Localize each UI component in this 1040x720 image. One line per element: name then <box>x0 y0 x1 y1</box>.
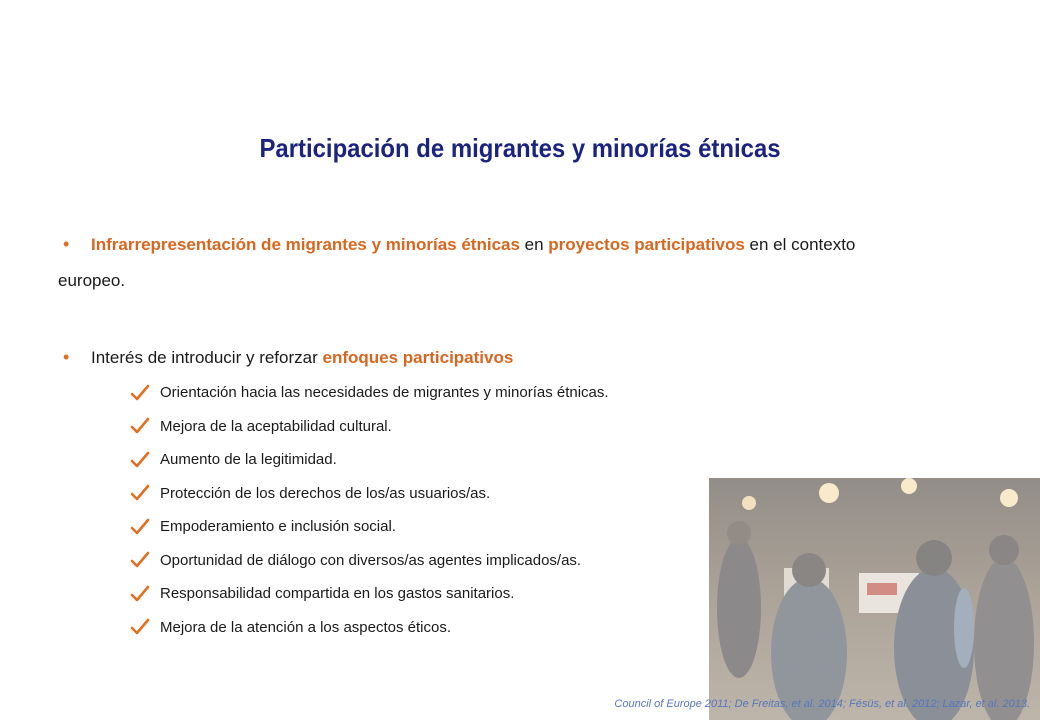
checkmark-icon <box>130 550 150 570</box>
checkmark-icon <box>130 584 150 604</box>
bullet-dot-icon: • <box>63 347 70 367</box>
check-item <box>130 376 730 410</box>
checkmark-icon <box>130 617 150 637</box>
bullet-text: Interés de introducir y reforzar <box>91 348 323 367</box>
bullet-underrepresentation <box>58 226 998 299</box>
citation: Council of Europe 2011; De Freitas, et al. 2014; Fésüs, et al. 2012; Lazar, et al. 2013. <box>614 698 1030 710</box>
highlight-participatory-approaches: enfoques participativos <box>322 348 514 367</box>
check-item <box>130 577 730 611</box>
check-item <box>130 443 730 477</box>
check-item-label: Aumento de la legitimidad. <box>160 451 337 469</box>
check-item <box>130 611 730 645</box>
check-item-label: Empoderamiento e inclusión social. <box>160 518 396 536</box>
slide-title: Participación de migrantes y minorías étnicas <box>259 133 781 163</box>
bullet-dot-icon: • <box>63 234 70 254</box>
bullet-text: en el contexto <box>744 235 856 254</box>
highlight-participatory-projects: proyectos participativos <box>548 235 745 254</box>
bullet-line-1 <box>58 226 998 263</box>
checkmark-icon <box>130 416 150 436</box>
check-item-label: Orientación hacia las necesidades de migrantes y minorías étnicas. <box>160 384 609 402</box>
check-item <box>130 510 730 544</box>
bullet-interest <box>58 339 998 376</box>
check-item <box>130 544 730 578</box>
check-item-label: Oportunidad de diálogo con diversos/as agentes implicados/as. <box>160 551 582 569</box>
highlight-underrepresentation: Infrarrepresentación de migrantes y minorías étnicas <box>91 235 520 254</box>
checkmark-icon <box>130 517 150 537</box>
check-item-label: Mejora de la aceptabilidad cultural. <box>160 417 392 435</box>
check-item-label: Responsabilidad compartida en los gastos sanitarios. <box>160 585 515 603</box>
checkmark-icon <box>130 483 150 503</box>
checklist <box>130 376 730 644</box>
bullet-text: en <box>519 235 549 254</box>
bullet-line-2: europeo. <box>58 271 126 290</box>
checkmark-icon <box>130 383 150 403</box>
check-item <box>130 410 730 444</box>
check-item <box>130 477 730 511</box>
bullet-line <box>58 339 998 376</box>
check-item-label: Protección de los derechos de los/as usuarios/as. <box>160 484 491 502</box>
check-item-label: Mejora de la atención a los aspectos éticos. <box>160 618 451 636</box>
checkmark-icon <box>130 450 150 470</box>
crowd-photo <box>709 478 1040 720</box>
